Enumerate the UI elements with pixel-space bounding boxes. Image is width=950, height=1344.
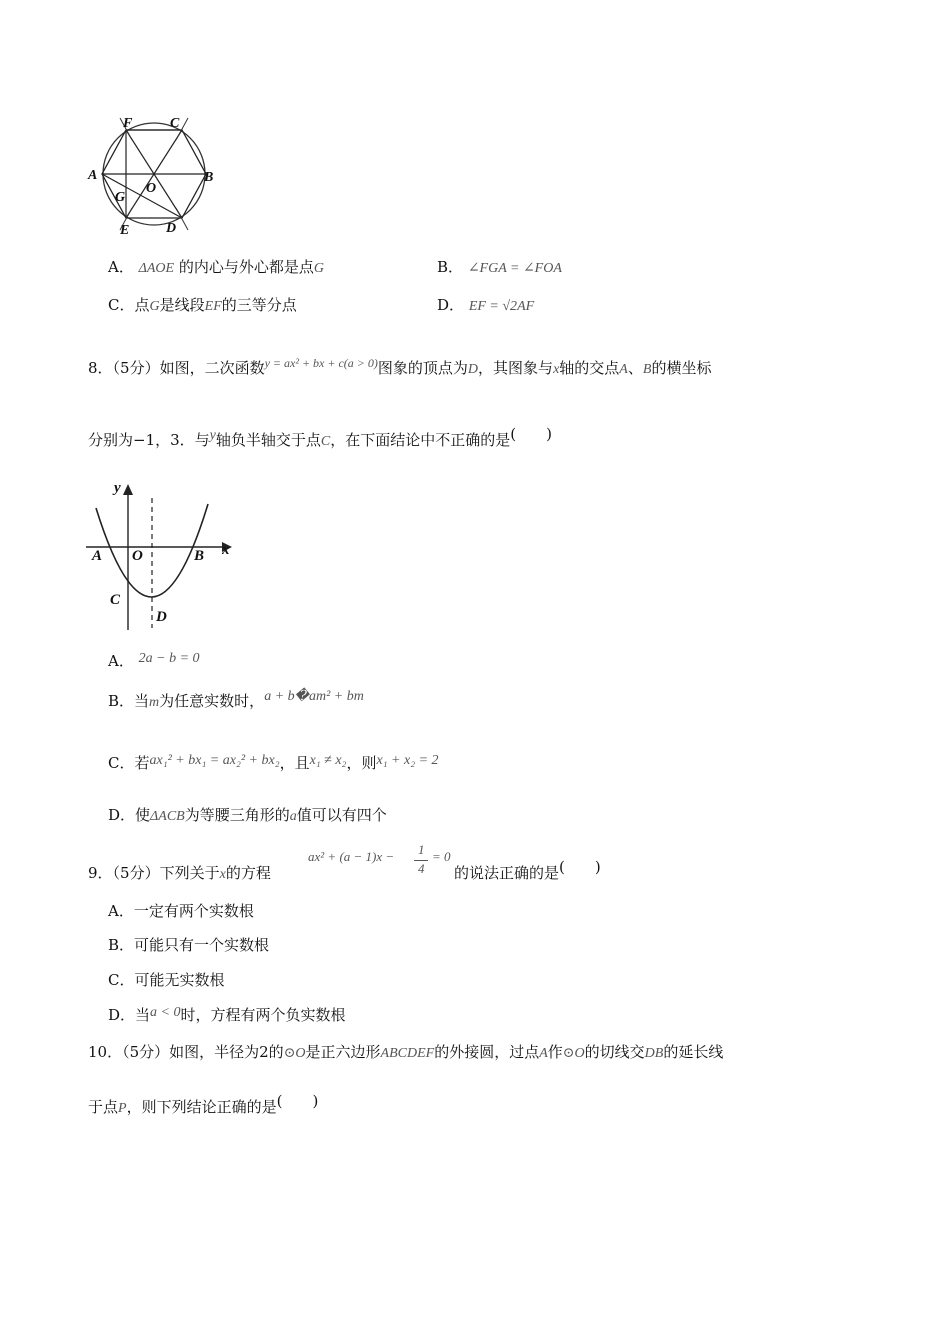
- math-expr: ΔAOE: [138, 261, 175, 276]
- question-number: 9．: [88, 864, 113, 882]
- option-text: 时，方程有两个负实数根: [180, 1006, 346, 1024]
- option-letter: C．: [108, 296, 135, 314]
- answer-paren: ( ): [276, 1092, 319, 1110]
- option-letter: A．: [108, 258, 134, 276]
- stem-text: 的外接圆，过点: [434, 1043, 540, 1061]
- stem-text: 、: [627, 359, 643, 377]
- math-expr: √2: [502, 299, 518, 314]
- option-text: 可能无实数根: [134, 971, 225, 989]
- parabola-figure: [84, 478, 244, 633]
- question-score: （5分）: [112, 864, 160, 882]
- q7-option-d: [437, 294, 534, 315]
- math-expr: a: [289, 809, 297, 824]
- stem-text: 如图，半径为2的: [169, 1043, 284, 1061]
- stem-text: 图象的顶点为: [377, 359, 468, 377]
- option-text: 当: [134, 692, 150, 710]
- stem-text: 轴负半轴交于点: [215, 431, 321, 449]
- math-expr: D: [467, 362, 479, 377]
- q7-option-a: [108, 256, 324, 277]
- option-text: 是线段: [159, 296, 205, 314]
- option-text: ，则: [346, 754, 377, 772]
- option-letter: C．: [108, 754, 135, 772]
- question-number: 8．: [88, 359, 113, 377]
- stem-text: 的延长线: [663, 1043, 724, 1061]
- option-text: 值可以有四个: [296, 806, 387, 824]
- stem-text: 的切线交: [584, 1043, 645, 1061]
- q8-option-a: [108, 650, 200, 671]
- stem-text: 如图，二次函数: [159, 359, 265, 377]
- q9-option-b: [108, 934, 269, 955]
- label-C: C: [170, 116, 180, 131]
- option-letter: D．: [108, 1006, 136, 1024]
- math-expr: ⊙O: [562, 1046, 585, 1061]
- stem-text: 的说法正确的是: [454, 864, 560, 882]
- stem-text: 轴的交点: [559, 359, 620, 377]
- axis-label-x: x: [222, 542, 230, 558]
- q8-stem-line1: [88, 357, 711, 378]
- option-text: 一定有两个实数根: [133, 902, 254, 920]
- stem-text: ，在下面结论中不正确的是: [330, 431, 511, 449]
- option-text: 的三等分点: [221, 296, 297, 314]
- q7-option-c: [108, 294, 297, 315]
- math-expr: EF: [204, 299, 222, 314]
- math-expr: y = ax² + bx + c(a > 0): [264, 356, 378, 370]
- stem-text: 于点: [88, 1098, 119, 1116]
- stem-text: 的方程: [225, 864, 271, 882]
- option-letter: B．: [437, 258, 464, 276]
- math-expr: EF =: [468, 299, 503, 314]
- option-text: ，且: [279, 754, 310, 772]
- math-expr: y: [209, 428, 216, 443]
- label-F: F: [123, 116, 133, 131]
- option-letter: B．: [108, 936, 135, 954]
- option-text: 当: [135, 1006, 151, 1024]
- label-A: A: [88, 168, 98, 183]
- math-expr: ax₁² + bx₁ = ax₂² + bx₂: [149, 753, 280, 768]
- math-expr: a + b�am² + bm: [264, 689, 364, 704]
- stem-text: 作: [547, 1043, 563, 1061]
- label-B: B: [194, 548, 205, 564]
- math-expr: A: [619, 362, 628, 377]
- option-letter: A．: [108, 902, 134, 920]
- question-score: （5分）: [112, 359, 160, 377]
- math-expr: ΔACB: [150, 809, 185, 824]
- label-O: O: [146, 181, 157, 196]
- q7-option-b: [437, 256, 562, 277]
- stem-text: 下列关于: [159, 864, 220, 882]
- stem-text: 是正六边形: [305, 1043, 381, 1061]
- q8-option-b: [108, 690, 364, 711]
- math-expr: m: [149, 695, 160, 710]
- q9-option-c: [108, 969, 225, 990]
- math-expr: A: [539, 1046, 548, 1061]
- math-expr: P: [118, 1101, 127, 1116]
- answer-paren: ( ): [510, 425, 552, 443]
- math-expr: 2a − b = 0: [138, 651, 200, 666]
- math-expr: G: [313, 261, 324, 276]
- label-E: E: [120, 223, 130, 238]
- math-expr: ∠FGA = ∠FOA: [467, 261, 562, 276]
- option-text: 使: [135, 806, 151, 824]
- q9-option-a: [108, 900, 254, 921]
- option-text: 的内心与外心都是点: [178, 258, 314, 276]
- label-D: D: [166, 221, 177, 236]
- math-expr: x₁ ≠ x₂: [309, 753, 347, 768]
- question-number: 10．: [88, 1043, 123, 1061]
- option-text: 为任意实数时，: [159, 692, 265, 710]
- axis-label-y: y: [114, 480, 121, 496]
- option-letter: B．: [108, 692, 135, 710]
- q8-stem-line2: [88, 425, 552, 450]
- option-letter: C．: [108, 971, 135, 989]
- math-expr: x₁ + x₂ = 2: [376, 753, 439, 768]
- stem-text: ，则下列结论正确的是: [126, 1098, 277, 1116]
- stem-text: 分别为−1，3．与: [88, 431, 210, 449]
- math-expr: AF: [517, 299, 535, 314]
- math-expr: C: [320, 434, 331, 449]
- q9-stem-tail: [454, 858, 601, 883]
- option-text: 点: [134, 296, 150, 314]
- math-expr: x: [219, 867, 226, 882]
- hexagon-circle-figure: [84, 110, 224, 240]
- question-score: （5分）: [122, 1043, 170, 1061]
- answer-paren: ( ): [559, 858, 601, 876]
- math-expr: ⊙O: [283, 1046, 306, 1061]
- option-letter: D．: [108, 806, 136, 824]
- math-expr: = 0: [432, 849, 451, 864]
- q10-stem-line2: [88, 1092, 319, 1117]
- option-letter: D．: [437, 296, 465, 314]
- label-G: G: [115, 190, 126, 205]
- label-B: B: [204, 170, 214, 185]
- label-A: A: [92, 548, 103, 564]
- option-text: 可能只有一个实数根: [134, 936, 270, 954]
- label-O: O: [132, 548, 143, 564]
- option-text: 为等腰三角形的: [184, 806, 290, 824]
- math-expr: ax² + (a − 1)x −: [308, 849, 395, 864]
- q9-equation: [308, 842, 453, 882]
- math-expr: G: [149, 299, 160, 314]
- q9-stem: [88, 862, 271, 883]
- option-text: 若: [134, 754, 150, 772]
- math-expr: ABCDEF: [380, 1046, 435, 1061]
- math-expr: a < 0: [150, 1005, 181, 1020]
- math-expr: B: [642, 362, 652, 377]
- stem-text: ，其图象与: [478, 359, 554, 377]
- q9-option-d: [108, 1004, 346, 1025]
- fraction-numerator: 1: [418, 842, 425, 857]
- label-C: C: [110, 592, 121, 608]
- math-expr: x: [553, 362, 560, 377]
- q10-stem-line1: [88, 1041, 723, 1062]
- label-D: D: [156, 609, 167, 625]
- q8-option-c: [108, 752, 439, 773]
- option-letter: A．: [108, 652, 134, 670]
- stem-text: 的横坐标: [651, 359, 712, 377]
- q8-option-d: [108, 804, 387, 825]
- math-expr: DB: [644, 1046, 664, 1061]
- fraction-denominator: 4: [418, 861, 425, 876]
